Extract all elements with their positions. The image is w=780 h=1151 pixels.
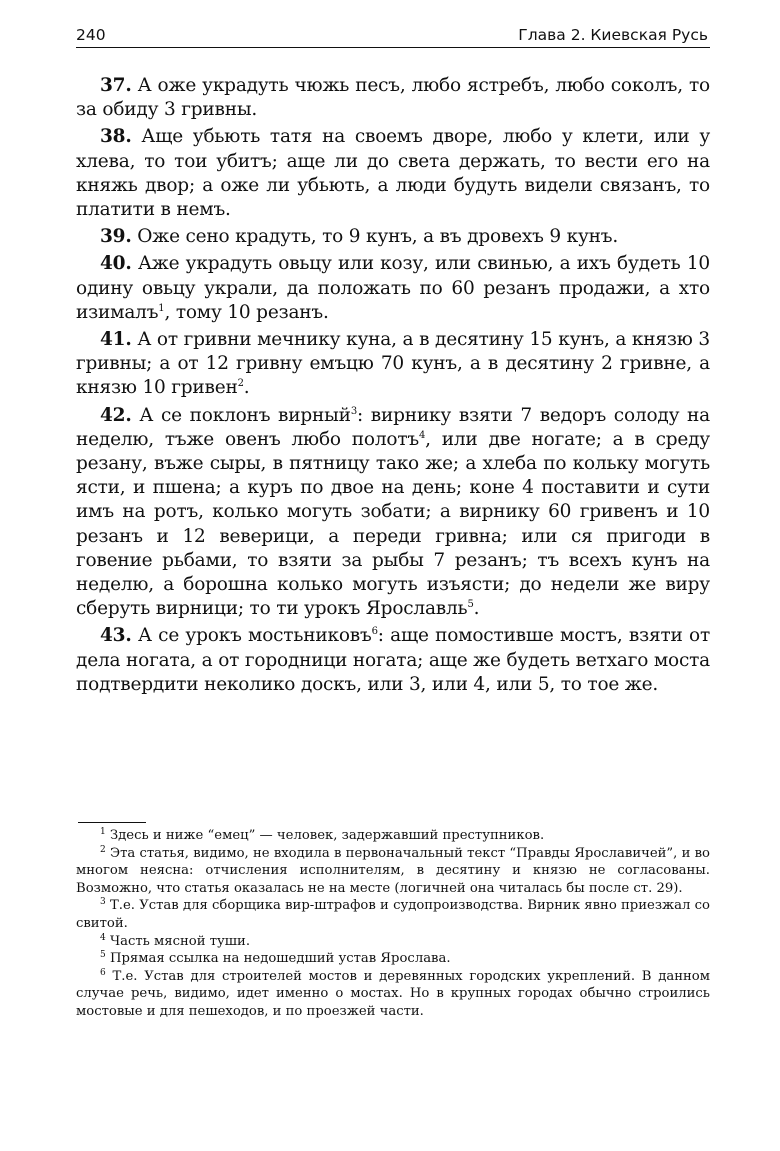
article-38 (76, 125, 710, 222)
footnote-mark: 5 (100, 950, 106, 961)
article-number: 38. (100, 126, 132, 148)
running-header (76, 24, 708, 46)
footnotes (76, 827, 710, 1021)
page-number: 240 (76, 26, 106, 44)
footnote-2 (76, 845, 710, 898)
article-42 (76, 404, 710, 622)
article-41 (76, 328, 710, 401)
header-rule (76, 47, 710, 48)
article-number: 40. (100, 253, 132, 275)
article-text: Аже украдуть овьцу или козу, или свинью, а ихъ будеть 10 одину овьцу украли, да положать по 60 резанъ продажи, а хто изималъ (76, 253, 711, 323)
footnote-ref[interactable]: 3 (350, 405, 357, 417)
article-number: 37. (100, 75, 132, 96)
article-number: 39. (100, 226, 132, 248)
chapter-title: Глава 2. Киевская Русь (518, 26, 708, 44)
article-text: А се поклонъ вирный (139, 404, 351, 426)
article-text: : вирнику взяти 7 ведоръ солоду на неделю, тъже овенъ любо полотъ (76, 404, 710, 450)
footnote-ref[interactable]: 6 (371, 626, 378, 638)
article-number: 41. (100, 329, 132, 351)
article-text: , или две ногате; а в среду резану, въже сыры, в пятницу тако же; а хлеба по кольку могуть ясти, и пшена; а куръ по двое на день; коне 4 поставити и сути имъ на ротъ, колько могуть зобати; а вирнику 60 гривенъ и 10 резанъ и 12 веверици, а переди гривна; или ся пригоди в говение рьбами, то взяти за рыбы 7 резанъ; тъ всехъ кунъ на неделю, а борошна колько могуть изъясти; до недели же виру сберуть вирници; то ти урокъ Ярославль (76, 428, 710, 620)
footnote-4 (76, 933, 710, 951)
footnote-5 (76, 950, 710, 968)
article-text: . (473, 598, 480, 620)
main-text (76, 74, 710, 700)
footnote-mark: 4 (100, 932, 106, 943)
article-text: . (243, 377, 250, 399)
footnote-ref[interactable]: 4 (418, 429, 426, 441)
footnote-6 (76, 968, 710, 1021)
footnote-3 (76, 897, 710, 932)
footnote-separator (78, 822, 146, 823)
article-39 (76, 225, 710, 249)
article-text: : аще помостивше мостъ, взяти от дела ногата, а от городници ногата; аще же будеть ветхаго моста подтвердити неколико доскъ, или 3, или 4, или 5, то тое же. (76, 625, 710, 695)
footnote-text: Эта статья, видимо, не входила в первоначальный текст “Правды Ярославичей”, и во многом неясна: отчисления исполнителям, в десятину и князю не согласованы. Возможно, что статья оказалась не на месте (логичней она читалась бы после ст. 29). (76, 845, 710, 896)
footnote-1 (76, 827, 710, 845)
footnote-text: Т.е. Устав для сборщика вир-штрафов и судопроизводства. Вирник явно приезжал со свитой. (76, 898, 710, 931)
footnote-text: Прямая ссылка на недошедший устав Ярослава. (109, 951, 451, 967)
footnote-mark: 3 (100, 897, 106, 908)
article-37 (76, 74, 710, 122)
footnote-mark: 1 (100, 827, 106, 837)
footnote-ref[interactable]: 5 (467, 599, 474, 611)
article-43 (76, 624, 710, 697)
article-text: Оже сено крадуть, то 9 кунъ, а въ дровехъ 9 кунъ. (137, 226, 619, 248)
article-number: 42. (100, 404, 132, 426)
footnote-mark: 6 (100, 967, 106, 978)
footnote-mark: 2 (100, 844, 106, 855)
article-text: , тому 10 резанъ. (164, 301, 329, 323)
article-text: А оже украдуть чюжь песъ, любо ястребъ, любо соколъ, то за обиду 3 гривны. (76, 75, 710, 121)
footnote-ref[interactable]: 2 (237, 378, 244, 390)
footnote-text: Т.е. Устав для строителей мостов и деревянных городских укреплений. В данном случае речь, видимо, идет именно о мостах. Но в крупных городах обычно строились мостовые и для пешеходов, и по проезжей части. (76, 968, 710, 1019)
article-text: А се урокъ мостьниковъ (137, 625, 372, 647)
footnote-ref[interactable]: 1 (158, 302, 165, 314)
article-40 (76, 252, 710, 325)
article-number: 43. (100, 625, 132, 647)
article-text: Аще убьють татя на своемъ дворе, любо у клети, или у хлева, то тои убитъ; аще ли до света держать, то вести его на княжь двор; а оже ли убьють, а люди будуть видели связанъ, то платити в немъ. (76, 126, 711, 221)
footnote-text: Здесь и ниже “емец” — человек, задержавший преступников. (109, 828, 545, 843)
footnote-text: Часть мясной туши. (109, 933, 251, 949)
article-text: А от гривни мечнику куна, а в десятину 15 кунъ, а князю 3 гривны; а от 12 гривну емъцю 70 кунъ, а в десятину 2 гривне, а князю 10 гривен (76, 329, 711, 399)
